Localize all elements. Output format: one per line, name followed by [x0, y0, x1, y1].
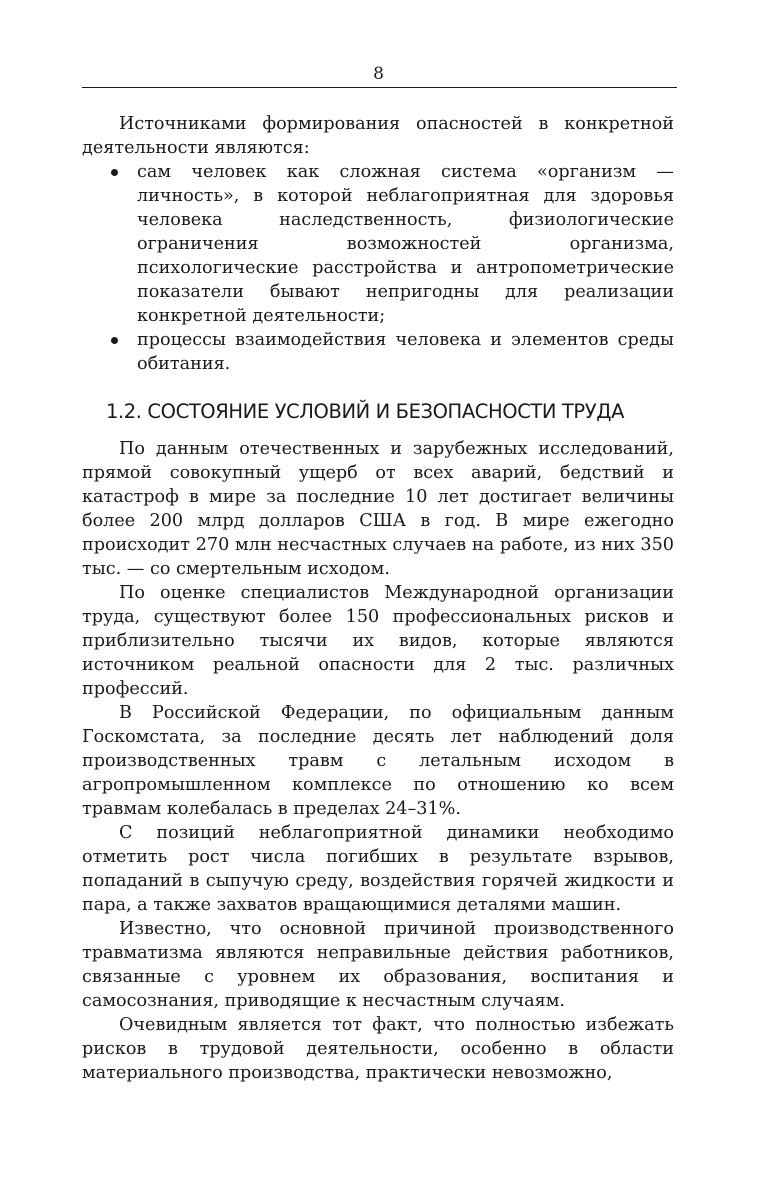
header-rule: [82, 87, 677, 88]
bullet-text: процессы взаимодействия человека и элементов среды обитания.: [137, 330, 674, 374]
list-item: [82, 328, 674, 376]
bullet-text: сам человек как сложная система «организм — личность», в которой неблагоприятная для здоровья человека наследственность, физиологические ограничения возможностей организма, психологические расстройства и антропометрические показатели бывают непригодны для реализации конкретной деятельности;: [137, 162, 674, 326]
paragraph: Очевидным является тот факт, что полностью избежать рисков в трудовой деятельности, особенно в области материального производства, практически невозможно,: [82, 1015, 674, 1083]
bullet-dot-icon: [111, 337, 118, 344]
intro-bullet-list: [82, 160, 674, 376]
section-heading: 1.2. СОСТОЯНИЕ УСЛОВИЙ И БЕЗОПАСНОСТИ ТРУДА: [106, 400, 625, 423]
intro-lead: Источниками формирования опасностей в конкретной деятельности являются:: [82, 114, 674, 158]
paragraph: По оценке специалистов Международной организации труда, существуют более 150 профессиональных рисков и приблизительно тысячи их видов, которые являются источником реальной опасности для 2 тыс. различных профессий.: [82, 583, 674, 699]
page-number: 8: [373, 64, 384, 84]
paragraph: По данным отечественных и зарубежных исследований, прямой совокупный ущерб от всех аварий, бедствий и катастроф в мире за последние 10 лет достигает величины более 200 млрд долларов США в год. В мире ежегодно происходит 270 млн несчастных случаев на работе, из них 350 тыс. — со смертельным исходом.: [82, 439, 674, 579]
bullet-dot-icon: [111, 169, 118, 176]
list-item: [82, 160, 674, 328]
paragraph: В Российской Федерации, по официальным данным Госкомстата, за последние десять лет наблюдений доля производственных травм с летальным исходом в агропромышленном комплексе по отношению ко всем травмам колебалась в пределах 24–31%.: [82, 703, 674, 819]
paragraph: С позиций неблагоприятной динамики необходимо отметить рост числа погибших в результате взрывов, попаданий в сыпучую среду, воздействия горячей жидкости и пара, а также захватов вращающимися деталями машин.: [82, 823, 674, 915]
paragraph: Известно, что основной причиной производственного травматизма являются неправильные действия работников, связанные с уровнем их образования, воспитания и самосознания, приводящие к несчастным случаям.: [82, 919, 674, 1011]
